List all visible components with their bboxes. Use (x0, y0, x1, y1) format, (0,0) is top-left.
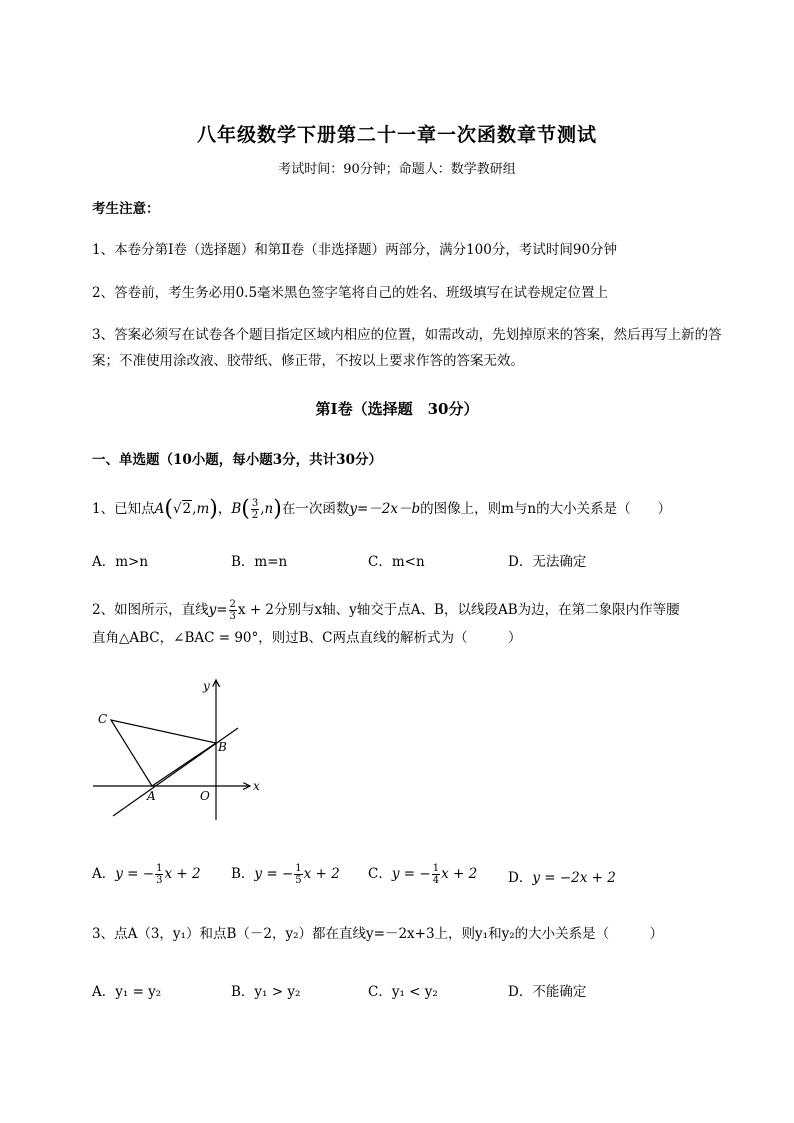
q1-comma: ， (217, 501, 232, 517)
q1-option-d[interactable]: D．无法确定 (508, 554, 587, 570)
q3-option-a[interactable]: A．y₁ = y₂ (92, 984, 162, 1000)
q1-point-b: B (231, 501, 242, 517)
q1-option-a[interactable]: A．m>n (92, 554, 149, 570)
q1-point-a: A (154, 501, 165, 517)
q2-option-c[interactable]: C．y = − $\frac{1}{4}$ x + 2 (368, 863, 478, 886)
notice-heading: 考生注意： (92, 201, 160, 217)
q1-function: y=－2x－b (349, 501, 421, 517)
triangle-abc (111, 720, 216, 786)
notice-item-1: 1、本卷分第I卷（选择题）和第Ⅱ卷（非选择题）两部分，满分100分，考试时间90分钟 (92, 242, 618, 258)
q1-option-c[interactable]: C．m<n (368, 554, 425, 570)
q2-fraction: $\frac{2}{3}$ (229, 599, 236, 622)
q1-mid: 在一次函数 (281, 501, 350, 517)
point-c-label: C (98, 712, 108, 726)
q1-fraction: $\frac{3}{2}$ (251, 498, 259, 521)
q1-option-b[interactable]: B．m=n (231, 554, 288, 570)
q3-option-b[interactable]: B．y₁ > y₂ (231, 984, 301, 1000)
q2-line2: 直角△ABC，∠BAC = 90°，则过B、C两点直线的解析式为（ ） (92, 630, 522, 646)
part-title: 一、单选题（10小题，每小题3分，共计30分） (92, 452, 382, 468)
question-3: 3、点A（3，y₁）和点B（－2，y₂）都在直线y=－2x+3上，则y₁和y₂的大小关系是（ ） (92, 926, 664, 942)
notice-item-2: 2、答卷前，考生务必用0.5毫米黑色签字笔将自己的姓名、班级填写在试卷规定位置上 (92, 285, 609, 301)
question-1: 1、已知点A(√2,m)，B( $\frac{3}{2}$ ,n)在一次函数y=－2x－b的图像上，则m与n的大小关系是（ ） (92, 496, 672, 522)
q3-option-c[interactable]: C．y₁ < y₂ (368, 984, 438, 1000)
x-axis-label: x (253, 779, 260, 793)
q1-prefix: 1、已知点 (92, 501, 155, 517)
notice-item-3: 3、答案必须写在试卷各个题目指定区域内相应的位置，如需改动，先划掉原来的答案，然后再写上新的答案；不准使用涂改液、胶带纸、修正带，不按以上要求作答的答案无效。 (92, 327, 722, 369)
document-title: 八年级数学下册第二十一章一次函数章节测试 (196, 124, 597, 146)
document-subtitle: 考试时间：90分钟；命题人：数学教研组 (278, 162, 516, 177)
q2-tail: x + 2 (237, 602, 275, 618)
origin-label: O (200, 789, 210, 803)
q1-suffix: 的图像上，则m与n的大小关系是（ ） (420, 501, 672, 517)
q2-y: y (208, 602, 217, 618)
q3-option-d[interactable]: D．不能确定 (508, 984, 587, 1000)
q2-option-d[interactable]: D．y = −2x + 2 (508, 870, 616, 886)
q1-m: m (196, 501, 210, 517)
q2-prefix: 2、如图所示，直线 (92, 602, 209, 618)
q1-sqrt: 2 (182, 501, 192, 517)
point-a-label: A (147, 789, 156, 803)
point-b-label: B (218, 740, 227, 754)
q2-text1: 分别与x轴、y轴交于点A、B，以线段AB为边，在第二象限内作等腰 (274, 602, 680, 618)
q2-option-b[interactable]: B．y = − $\frac{1}{5}$ x + 2 (231, 863, 340, 886)
question-2: 2、如图所示，直线y= $\frac{2}{3}$ x + 2分别与x轴、y轴交于点A、B，以线段AB为边，在第二象限内作等腰 直角△ABC，∠BAC = 90°，则过B、C两点直线的解析式为（ ） (92, 599, 680, 646)
q2-option-a[interactable]: A．y = − $\frac{1}{3}$ x + 2 (92, 863, 201, 886)
q2-figure (88, 672, 268, 822)
section-title: 第I卷（选择题 30分） (315, 400, 479, 418)
q1-n: n (264, 501, 274, 517)
y-axis-label: y (203, 679, 210, 693)
